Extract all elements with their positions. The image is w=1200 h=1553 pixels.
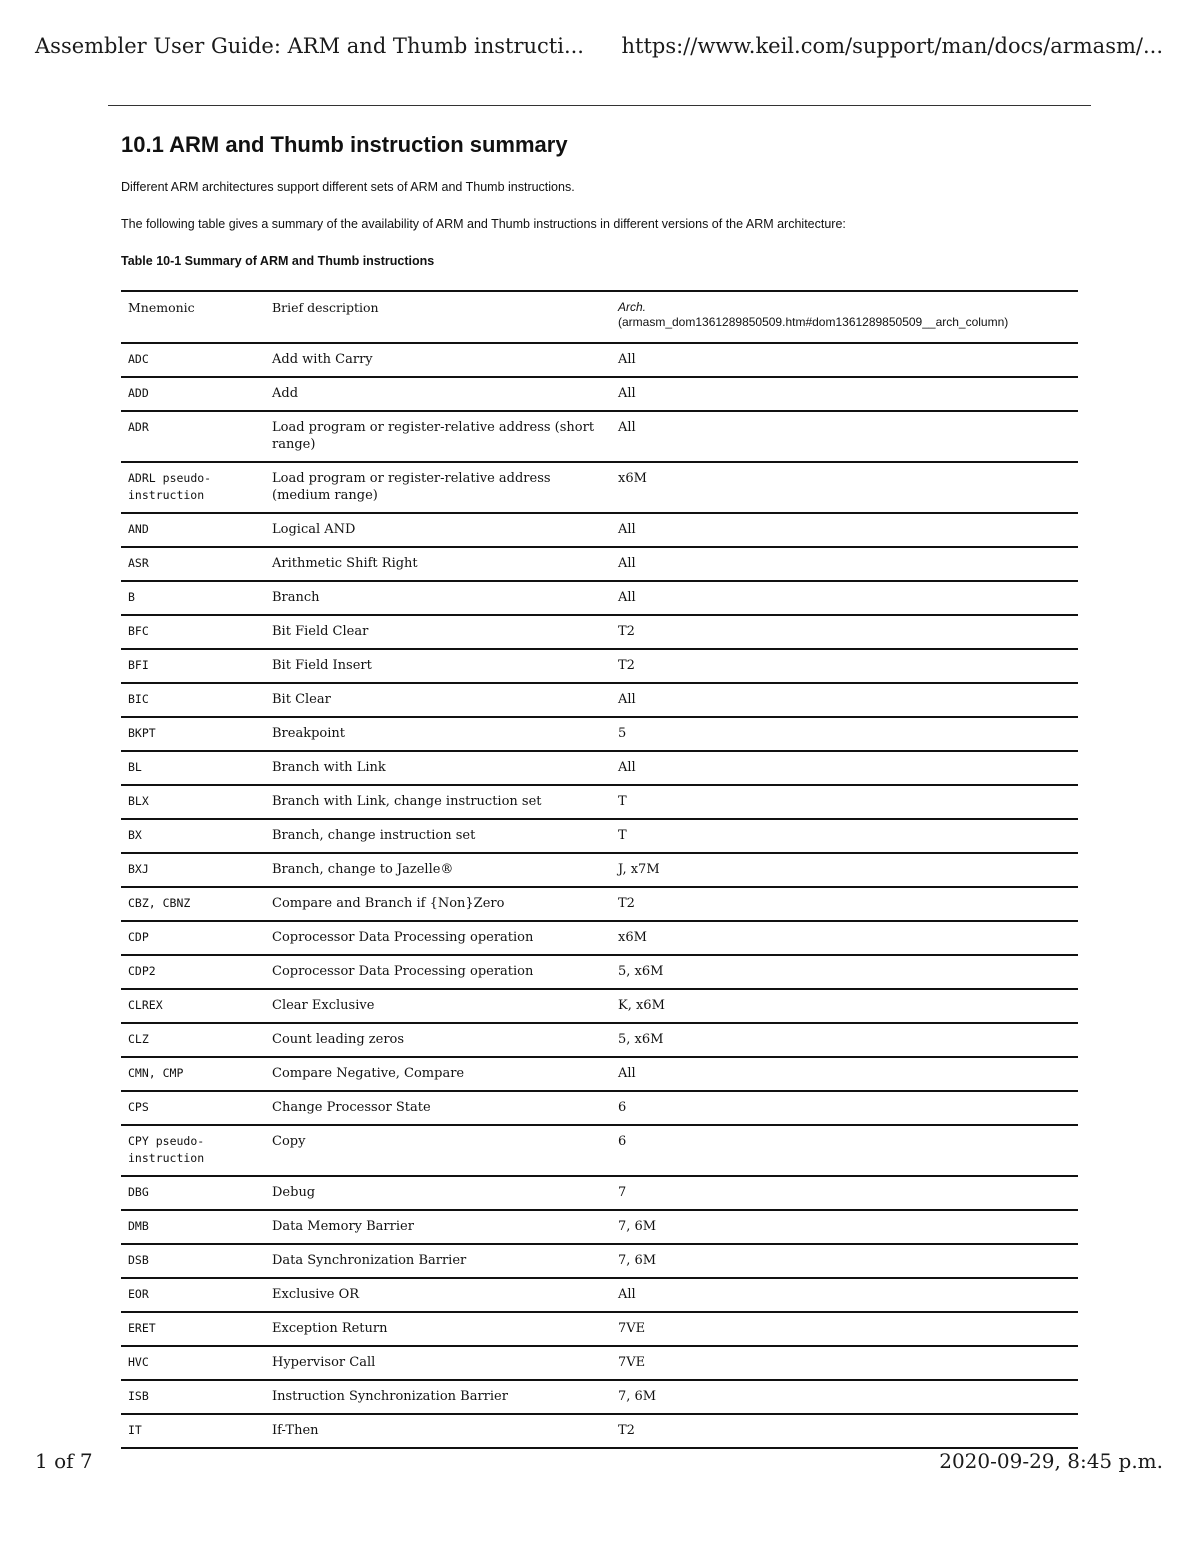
description-cell: Add: [272, 386, 299, 401]
description-cell: Branch, change instruction set: [272, 828, 476, 843]
mnemonic-cell: [121, 547, 265, 581]
mnemonic-text: BL: [128, 760, 142, 774]
mnemonic-cell: [121, 1244, 265, 1278]
table-row: [121, 1278, 1078, 1312]
mnemonic-cell: [121, 717, 265, 751]
mnemonic-text: ADRL: [128, 471, 156, 485]
mnemonic-text: CLZ: [128, 1032, 149, 1046]
mnemonic-cell: [121, 581, 265, 615]
mnemonic-text: BXJ: [128, 862, 149, 876]
print-timestamp: 2020-09-29, 8:45 p.m.: [939, 1449, 1163, 1473]
mnemonic-text: CBZ, CBNZ: [128, 896, 191, 910]
mnemonic-text: BKPT: [128, 726, 156, 740]
mnemonic-cell: [121, 1278, 265, 1312]
description-cell: Data Synchronization Barrier: [272, 1253, 467, 1268]
header-divider: [108, 105, 1091, 106]
mnemonic-cell: [121, 1414, 265, 1448]
mnemonic-cell: [121, 377, 265, 411]
arch-cell: T2: [618, 624, 635, 639]
mnemonic-cell: [121, 649, 265, 683]
arch-cell: All: [618, 522, 636, 537]
document-content: [121, 128, 1078, 1438]
table-row: [121, 1023, 1078, 1057]
table-row: [121, 1091, 1078, 1125]
table-row: [121, 1057, 1078, 1091]
mnemonic-text: BX: [128, 828, 142, 842]
mnemonic-cell: [121, 1312, 265, 1346]
arch-cell: All: [618, 590, 636, 605]
header-mnemonic: Mnemonic: [128, 300, 195, 315]
mnemonic-text: BLX: [128, 794, 149, 808]
table-row: [121, 377, 1078, 411]
mnemonic-cell: [121, 853, 265, 887]
table-row: [121, 955, 1078, 989]
arch-header-link[interactable]: (armasm_dom1361289850509.htm#dom1361289850509__arch_column): [618, 315, 1009, 329]
mnemonic-cell: [121, 819, 265, 853]
mnemonic-text: DBG: [128, 1185, 149, 1199]
print-header-title: Assembler User Guide: ARM and Thumb instructi...: [35, 34, 584, 58]
arch-cell: T: [618, 828, 627, 843]
arch-cell: All: [618, 1066, 636, 1081]
description-cell: Breakpoint: [272, 726, 345, 741]
arch-cell: K, x6M: [618, 998, 665, 1013]
table-row: [121, 615, 1078, 649]
intro-paragraph: Different ARM architectures support different sets of ARM and Thumb instructions.: [121, 180, 575, 194]
mnemonic-text: AND: [128, 522, 149, 536]
mnemonic-cell: [121, 921, 265, 955]
mnemonic-text: DSB: [128, 1253, 149, 1267]
description-cell: Exclusive OR: [272, 1287, 360, 1302]
table-row: [121, 513, 1078, 547]
description-cell: Bit Clear: [272, 692, 331, 707]
table-row: [121, 462, 1078, 513]
table-row: [121, 751, 1078, 785]
mnemonic-text: BIC: [128, 692, 149, 706]
arch-cell: T2: [618, 658, 635, 673]
table-row: [121, 989, 1078, 1023]
mnemonic-cell: [121, 1380, 265, 1414]
arch-cell: T2: [618, 1423, 635, 1438]
table-row: [121, 887, 1078, 921]
description-cell: Branch, change to Jazelle®: [272, 862, 454, 877]
mnemonic-text: CDP: [128, 930, 149, 944]
mnemonic-text: CPY: [128, 1134, 149, 1148]
table-row: [121, 1312, 1078, 1346]
mnemonic-text: HVC: [128, 1355, 149, 1369]
arch-cell: All: [618, 386, 636, 401]
arch-cell: All: [618, 556, 636, 571]
table-row: [121, 853, 1078, 887]
table-row: [121, 1125, 1078, 1176]
section-title: 10.1 ARM and Thumb instruction summary: [121, 132, 568, 157]
mnemonic-cell: [121, 751, 265, 785]
mnemonic-suffix: pseudo-instruction: [128, 471, 212, 502]
arch-cell: J, x7M: [618, 862, 660, 877]
table-caption: Table 10-1 Summary of ARM and Thumb instructions: [121, 254, 435, 268]
mnemonic-cell: [121, 1023, 265, 1057]
mnemonic-suffix: pseudo-instruction: [128, 1134, 205, 1165]
table-row: [121, 717, 1078, 751]
description-cell: Copy: [272, 1134, 306, 1149]
arch-cell: 6: [618, 1134, 627, 1149]
table-row: [121, 1210, 1078, 1244]
mnemonic-cell: [121, 887, 265, 921]
description-cell: If-Then: [272, 1423, 319, 1438]
mnemonic-text: B: [128, 590, 135, 604]
mnemonic-cell: [121, 513, 265, 547]
mnemonic-text: ERET: [128, 1321, 156, 1335]
description-cell: Add with Carry: [272, 352, 373, 367]
description-cell: Data Memory Barrier: [272, 1219, 414, 1234]
mnemonic-cell: [121, 989, 265, 1023]
arch-cell: All: [618, 420, 636, 435]
mnemonic-cell: [121, 955, 265, 989]
mnemonic-text: DMB: [128, 1219, 149, 1233]
table-row: [121, 1414, 1078, 1448]
mnemonic-text: CPS: [128, 1100, 149, 1114]
mnemonic-text: BFI: [128, 658, 149, 672]
mnemonic-cell: [121, 411, 265, 462]
arch-cell: 7, 6M: [618, 1389, 657, 1404]
arch-header-label[interactable]: Arch.: [618, 300, 647, 314]
mnemonic-cell: [121, 1057, 265, 1091]
mnemonic-text: BFC: [128, 624, 149, 638]
arch-cell: 7VE: [618, 1321, 646, 1336]
description-cell: Hypervisor Call: [272, 1355, 376, 1370]
description-cell: Count leading zeros: [272, 1032, 405, 1047]
description-cell: Load program or register-relative address (medium range): [272, 471, 551, 503]
arch-cell: T: [618, 794, 627, 809]
description-cell: Coprocessor Data Processing operation: [272, 930, 534, 945]
description-cell: Load program or register-relative address (short range): [272, 420, 595, 452]
mnemonic-text: EOR: [128, 1287, 149, 1301]
table-row: [121, 1346, 1078, 1380]
description-cell: Compare and Branch if {Non}Zero: [272, 896, 505, 911]
mnemonic-text: CDP2: [128, 964, 156, 978]
mnemonic-text: CLREX: [128, 998, 163, 1012]
description-cell: Branch with Link, change instruction set: [272, 794, 542, 809]
arch-cell: All: [618, 760, 636, 775]
description-cell: Debug: [272, 1185, 316, 1200]
arch-cell: T2: [618, 896, 635, 911]
description-cell: Coprocessor Data Processing operation: [272, 964, 534, 979]
mnemonic-text: CMN, CMP: [128, 1066, 184, 1080]
table-row: [121, 343, 1078, 377]
table-row: [121, 547, 1078, 581]
header-arch[interactable]: [611, 291, 1078, 343]
description-cell: Branch with Link: [272, 760, 386, 775]
mnemonic-text: ADR: [128, 420, 149, 434]
mnemonic-text: ADC: [128, 352, 149, 366]
arch-cell: 7: [618, 1185, 627, 1200]
description-cell: Bit Field Clear: [272, 624, 369, 639]
arch-cell: All: [618, 692, 636, 707]
mnemonic-cell: [121, 683, 265, 717]
description-cell: Change Processor State: [272, 1100, 431, 1115]
mnemonic-cell: [121, 1210, 265, 1244]
table-row: [121, 411, 1078, 462]
mnemonic-text: ISB: [128, 1389, 149, 1403]
mnemonic-cell: [121, 615, 265, 649]
description-cell: Instruction Synchronization Barrier: [272, 1389, 508, 1404]
table-row: [121, 819, 1078, 853]
print-header-url: https://www.keil.com/support/man/docs/armasm/...: [621, 34, 1163, 58]
mnemonic-cell: [121, 343, 265, 377]
mnemonic-text: ADD: [128, 386, 149, 400]
page-number: 1 of 7: [35, 1449, 93, 1473]
mnemonic-cell: [121, 1125, 265, 1176]
instruction-summary-table: [121, 290, 1078, 1449]
description-cell: Exception Return: [272, 1321, 388, 1336]
description-cell: Branch: [272, 590, 320, 605]
mnemonic-cell: [121, 1176, 265, 1210]
table-row: [121, 683, 1078, 717]
table-header-row: [121, 291, 1078, 343]
description-cell: Clear Exclusive: [272, 998, 375, 1013]
arch-cell: 7VE: [618, 1355, 646, 1370]
arch-cell: 5: [618, 726, 627, 741]
table-body: [121, 343, 1078, 1448]
table-row: [121, 921, 1078, 955]
arch-cell: 5, x6M: [618, 964, 664, 979]
mnemonic-cell: [121, 1091, 265, 1125]
mnemonic-cell: [121, 1346, 265, 1380]
table-row: [121, 1380, 1078, 1414]
description-cell: Logical AND: [272, 522, 356, 537]
mnemonic-cell: [121, 462, 265, 513]
table-row: [121, 1244, 1078, 1278]
arch-cell: 7, 6M: [618, 1219, 657, 1234]
table-row: [121, 581, 1078, 615]
table-intro-paragraph: The following table gives a summary of the availability of ARM and Thumb instructions in different versions of the ARM architecture:: [121, 217, 846, 231]
table-row: [121, 649, 1078, 683]
arch-cell: 7, 6M: [618, 1253, 657, 1268]
mnemonic-cell: [121, 785, 265, 819]
description-cell: Compare Negative, Compare: [272, 1066, 465, 1081]
arch-cell: 5, x6M: [618, 1032, 664, 1047]
mnemonic-text: IT: [128, 1423, 142, 1437]
mnemonic-text: ASR: [128, 556, 149, 570]
table-row: [121, 1176, 1078, 1210]
description-cell: Arithmetic Shift Right: [272, 556, 418, 571]
header-description: Brief description: [272, 300, 379, 315]
arch-cell: All: [618, 352, 636, 367]
table-row: [121, 785, 1078, 819]
arch-cell: x6M: [618, 930, 647, 945]
arch-cell: x6M: [618, 471, 647, 486]
arch-cell: 6: [618, 1100, 627, 1115]
arch-cell: All: [618, 1287, 636, 1302]
description-cell: Bit Field Insert: [272, 658, 372, 673]
